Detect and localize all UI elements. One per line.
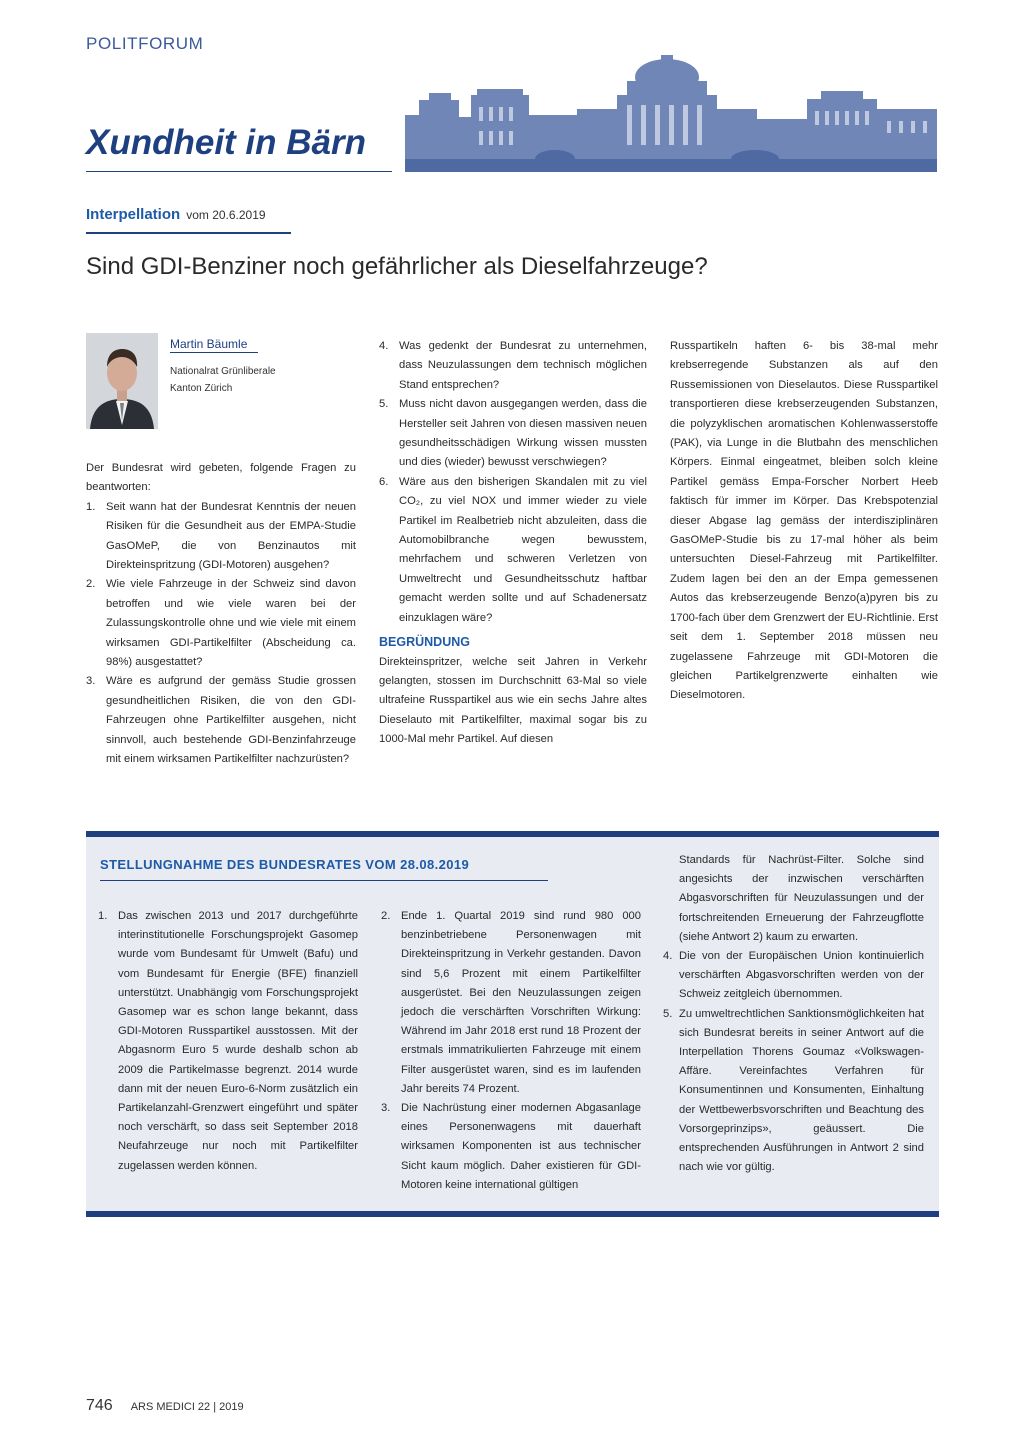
list-number: 5. <box>379 398 389 411</box>
title-divider <box>86 171 392 172</box>
interpellation-date: vom 20.6.2019 <box>186 208 266 222</box>
answer-continuation: Standards für Nachrüst-Filter. Solche sind angesichts der inzwischen verschärften Abgasvorschriften für Neuzulassungen und der fortschreitenden Erneuerung der Fahrzeugflotte (siehe Antwort 2) kaum zu erwarten. <box>679 854 924 943</box>
answer-text: Zu umweltrechtlichen Sanktionsmöglichkeiten hat sich Bundesrat bereits in seiner Antwort auf die Interpellation Thorens Goumaz «Volkswagen-Affäre. Vereinfachtes Verfahren für Konsumentinnen und Konsumenten, Einhaltung der Wettbewerbsvorschriften und Beachtung des Vorsorgeprinzips», geäussert. Die entsprechenden Ausführungen in Antwort 2 sind nach wie vor gültig. <box>679 1007 925 1174</box>
list-number: 3. <box>381 1102 391 1115</box>
statement-column-2 <box>381 907 641 1195</box>
author-role-party: Nationalrat Grünliberale <box>170 366 276 377</box>
page-number: 746 <box>86 1397 113 1414</box>
question-text: Muss nicht davon ausgegangen werden, dass die Hersteller seit Jahren von diesen massiven neuen gesundheitsschädigen Wirkung wissen mussten und dies (wieder) bewusst verschwiegen? <box>399 398 647 469</box>
list-number: 2. <box>381 910 391 922</box>
reason-text-part-2: Russpartikeln haften 6- bis 38-mal mehr krebserregende Substanzen als auf den Russemissionen von Dieselautos. Diese Russpartikel transportieren diese krebserzeugenden Substanzen, die polyzyklischen aromatischen Kohlenwasserstoffe (PAK), via Lunge in die Blutbahn des menschlichen Körpers. Einmal eingeatmet, bleiben solch kleine Partikel gemäss Empa-Forscher Norbert Heeb faktisch für immer im Körper. Das Krebspotenzial dieser Abgase lag gemäss der interdisziplinären GasOMeP-Studie bis zu 17-mal höher als beim untersuchten Diesel-Fahrzeug mit Partikelfilter. Zudem lagen bei den an der Empa gemessenen Autos das krebserzeugende Benzo(a)pyren bis zu 1700-fach über dem Grenzwert der EU-Richtlinie. Erst seit dem 1. September 2018 müssen neu zugelassene Fahrzeuge mit GDI-Motoren die gleichen Partikelgrenzwerte einhalten wie Dieselmotoren. <box>670 340 938 702</box>
answer-list-a <box>98 907 358 1176</box>
answer-list-c <box>663 947 924 1177</box>
list-item <box>86 672 356 769</box>
statement-column-1 <box>98 907 358 1176</box>
list-item <box>663 947 924 1005</box>
article-intro: Der Bundesrat wird gebeten, folgende Fragen zu beantworten: <box>86 462 356 494</box>
question-text: Was gedenkt der Bundesrat zu unternehmen, dass Neuzulassungen dem technisch möglichen Stand entsprechen? <box>399 340 647 391</box>
list-number: 5. <box>663 1007 673 1020</box>
author-name: Martin Bäumle <box>170 337 248 351</box>
article-column-3 <box>670 337 938 706</box>
page-footer <box>86 1397 244 1415</box>
answer-text: Das zwischen 2013 und 2017 durchgeführte interinstitutionelle Forschungsprojekt Gasomep wurde vom Bundesamt für Umwelt (Bafu) und vom Bundesamt für Energie (BFE) finanziell unterstützt. Unabhängig vom Forschungsprojekt Gasomep war es schon lange bekannt, dass GDI-Motoren Russpartikel ausstossen. Mit der Abgasnorm Euro 5 wurde deshalb schon ab 2009 die Partikelmasse begrenzt. 2014 wurde dann mit der neuen Euro-6-Norm zusätzlich ein Partikelanzahl-Grenzwert eingeführt und später noch verschärft, so dass seit September 2018 Neufahrzeuge nur noch mit Partikelfilter zugelassen werden können. <box>118 910 358 1172</box>
page-title: Xundheit in Bärn <box>86 123 366 162</box>
question-text: Wie viele Fahrzeuge in der Schweiz sind davon betroffen und wie viele waren bei der Zulassungskontrolle ohne und wie viele mit einem wirksamen GDI-Partikelfilter (Abscheidung ca. 98%) ausgestattet? <box>106 578 356 669</box>
question-list-a <box>86 498 356 770</box>
list-number: 6. <box>379 475 389 488</box>
list-number: 1. <box>98 910 108 922</box>
interpellation-divider <box>86 232 291 234</box>
journal-name: ARS MEDICI 22 | 2019 <box>130 1401 244 1413</box>
list-item <box>379 473 647 628</box>
list-number: 3. <box>86 675 96 688</box>
list-item <box>379 395 647 473</box>
interpellation-label: Interpellation <box>86 206 181 223</box>
answer-text: Ende 1. Quartal 2019 sind rund 980 000 benzinbetriebene Personenwagen mit Direkteinspritzung in Verkehr gestanden. Davon sind 5,6 Prozent mit einem Partikelfilter ausgerüstet. Bei den Neuzulassungen zeigen jedoch die verschärften Vorschriften Wirkung: Während im Jahr 2018 erst rund 18 Prozent der erstmals immatrikulierten Fahrzeuge mit einem Filter ausgerüstet waren, sind es im laufenden Jahr bereits 74 Prozent. <box>401 910 641 1095</box>
author-photo <box>86 333 158 429</box>
statement-box-top-bar <box>86 831 939 837</box>
article-headline: Sind GDI-Benziner noch gefährlicher als Dieselfahrzeuge? <box>86 253 708 280</box>
statement-column-3 <box>663 851 924 1177</box>
list-number: 4. <box>663 950 673 963</box>
statement-heading: STELLUNGNAHME DES BUNDESRATES VOM 28.08.2019 <box>100 857 470 872</box>
article-column-1 <box>86 459 356 770</box>
author-role <box>170 363 276 397</box>
interpellation-line <box>86 206 266 224</box>
parliament-skyline-illustration <box>405 55 937 172</box>
list-item <box>98 907 358 1176</box>
list-number: 4. <box>379 340 389 352</box>
author-role-canton: Kanton Zürich <box>170 383 233 394</box>
list-item <box>381 907 641 1099</box>
answer-list-b <box>381 907 641 1195</box>
question-text: Seit wann hat der Bundesrat Kenntnis der neuen Risiken für die Gesundheit aus der EMPA-Studie GasOMeP, die von Benzinautos mit Direkteinspritzung (GDI-Motoren) ausgehen? <box>106 500 356 572</box>
list-item <box>379 337 647 395</box>
section-label: POLITFORUM <box>86 34 204 53</box>
list-item <box>381 1099 641 1195</box>
answer-text: Die von der Europäischen Union kontinuierlich verschärften Abgasvorschriften werden von der Schweiz zeitgleich übernommen. <box>679 950 924 1001</box>
list-item <box>86 575 356 672</box>
statement-heading-divider <box>100 880 548 881</box>
reason-heading: BEGRÜNDUNG <box>379 635 470 650</box>
author-divider <box>170 352 258 353</box>
list-number: 1. <box>86 500 96 513</box>
question-list-b <box>379 337 647 628</box>
list-item <box>663 1005 924 1178</box>
statement-box-bottom-bar <box>86 1211 939 1217</box>
article-column-2 <box>379 337 647 750</box>
answer-text: Die Nachrüstung einer modernen Abgasanlage eines Personenwagens mit dauerhaft wirksamen Komponenten ist aus technischer Sicht kaum möglich. Daher existieren für GDI-Motoren keine international gültigen <box>401 1102 641 1191</box>
reason-text-part-1: Direkteinspritzer, welche seit Jahren in Verkehr gelangten, stossen im Durchschnitt 63-Mal so viele ultrafeine Russpartikel aus wie ein sechs Jahre altes Dieselauto mit Partikelfilter, maximal sogar bis zu 1000-Mal mehr Partikel. Auf diesen <box>379 655 647 746</box>
list-item <box>86 498 356 576</box>
question-text: Wäre aus den bisherigen Skandalen mit zu viel CO₂, zu viel NOX und immer wieder zu viele Partikel im Realbetrieb nicht abzuleiten, dass die Automobilbranche wegen bewusstem, mehrfachem und schweren Verletzen von Umweltrecht und Gesundheitsschutz haftbar gemacht werden sollte und auf Schadenersatz einzuklagen wäre? <box>399 475 647 624</box>
list-number: 2. <box>86 578 96 591</box>
question-text: Wäre es aufgrund der gemäss Studie grossen gesundheitlichen Risiken, die von den GDI-Fahrzeugen ohne Partikelfilter ausgehen, nicht sinnvoll, auch bestehende GDI-Benzinfahrzeuge mit einem wirksamen Partikelfilter nachzurüsten? <box>106 675 356 766</box>
